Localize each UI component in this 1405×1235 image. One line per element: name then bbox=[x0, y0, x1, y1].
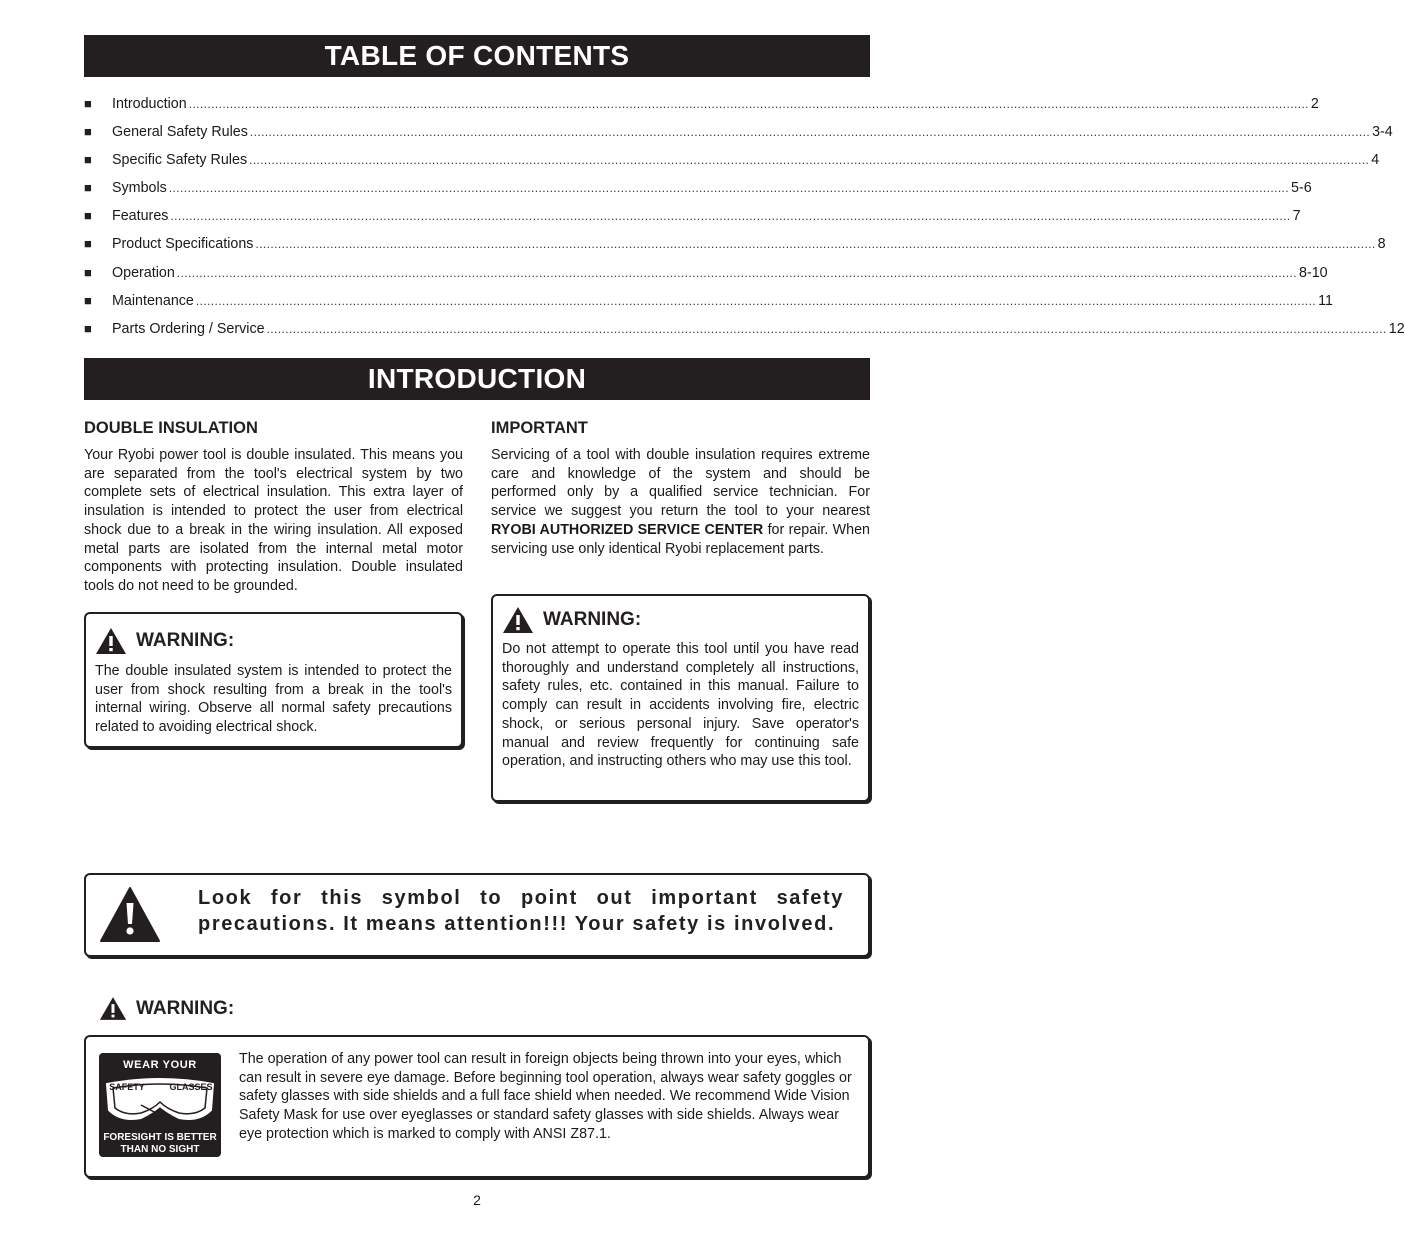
page-number: 2 bbox=[473, 1192, 481, 1208]
toc-entry-page: 2 bbox=[1310, 96, 1319, 112]
toc-list bbox=[84, 93, 1405, 346]
badge-bottom-text-2: THAN NO SIGHT bbox=[120, 1144, 200, 1155]
warning-triangle-icon bbox=[99, 996, 127, 1021]
bullet-square-icon: ■ bbox=[84, 208, 92, 224]
bullet-square-icon: ■ bbox=[84, 236, 92, 252]
warning-box-read-manual bbox=[491, 594, 870, 802]
toc-entry[interactable] bbox=[84, 318, 1405, 346]
important-text-part2: for repair. When servicing use only identical Ryobi replacement parts. bbox=[491, 521, 871, 557]
dot-leader: ............................................................................................................................................................................................................................................................................................................ bbox=[188, 97, 1309, 111]
toc-entry-title: Maintenance bbox=[112, 292, 194, 309]
badge-bottom-text-1: FORESIGHT IS BETTER bbox=[103, 1132, 217, 1143]
warning-box-double-insulation bbox=[84, 612, 463, 748]
toc-entry-page: 8 bbox=[1377, 236, 1386, 253]
warning-title bbox=[95, 627, 452, 655]
toc-entry[interactable] bbox=[84, 262, 1328, 290]
toc-entry[interactable] bbox=[84, 205, 1301, 233]
toc-entry-title: General Safety Rules bbox=[112, 124, 248, 141]
toc-entry-title: Features bbox=[112, 208, 169, 225]
bullet-square-icon: ■ bbox=[84, 152, 92, 168]
toc-entry[interactable] bbox=[84, 93, 1319, 121]
toc-entry[interactable] bbox=[84, 177, 1312, 205]
warning-title-text: WARNING: bbox=[136, 997, 235, 1019]
dot-leader: ............................................................................................................................................................................................................................................................................................................ bbox=[195, 293, 1317, 308]
badge-top-text: WEAR YOUR bbox=[123, 1059, 197, 1071]
double-insulation-text: Your Ryobi power tool is double insulated. This means you are separated from the tool's electrical system by two complete sets of electrical insulation. This extra layer of insulation is intended to protect the user from electrical shock due to a break in the wiring insulation. All exposed metal parts are isolated from the internal metal motor components with protecting insulation. Double insulated tools do not need to be grounded. bbox=[84, 447, 463, 594]
important-text bbox=[491, 446, 870, 558]
dot-leader: ............................................................................................................................................................................................................................................................................................................ bbox=[249, 153, 1370, 168]
bullet-square-icon: ■ bbox=[84, 96, 92, 111]
toc-entry-title: Symbols bbox=[112, 180, 167, 197]
double-insulation-heading: DOUBLE INSULATION bbox=[84, 419, 258, 437]
warning-triangle-icon bbox=[502, 606, 534, 634]
important-text-part1: Servicing of a tool with double insulation requires extreme care and knowledge of the system and should be performed only by a qualified service technician. For service we suggest you return the tool to your nearest bbox=[491, 447, 870, 520]
bullet-square-icon: ■ bbox=[84, 320, 92, 336]
toc-entry-page: 12 bbox=[1388, 320, 1405, 337]
toc-entry-page: 3-4 bbox=[1372, 124, 1393, 141]
badge-glasses-text: GLASSES bbox=[169, 1082, 213, 1092]
warning-title-text: WARNING: bbox=[136, 630, 235, 651]
eye-protection-box bbox=[84, 1035, 870, 1178]
badge-safety-text: SAFETY bbox=[109, 1082, 145, 1092]
toc-entry[interactable] bbox=[84, 233, 1386, 261]
safety-glasses-badge-icon bbox=[99, 1053, 221, 1157]
toc-entry-page: 11 bbox=[1318, 292, 1333, 309]
toc-entry-title: Parts Ordering / Service bbox=[112, 320, 265, 337]
toc-entry-title: Operation bbox=[112, 264, 175, 281]
bullet-square-icon: ■ bbox=[84, 124, 92, 140]
dot-leader: ............................................................................................................................................................................................................................................................................................................ bbox=[266, 321, 1387, 336]
dot-leader: ............................................................................................................................................................................................................................................................................................................ bbox=[168, 181, 1290, 196]
bullet-square-icon: ■ bbox=[84, 292, 92, 308]
intro-heading: INTRODUCTION bbox=[84, 358, 870, 400]
toc-heading: TABLE OF CONTENTS bbox=[84, 35, 870, 77]
dot-leader: ............................................................................................................................................................................................................................................................................................................ bbox=[170, 209, 1291, 224]
dot-leader: ............................................................................................................................................................................................................................................................................................................ bbox=[255, 237, 1376, 252]
dot-leader: ............................................................................................................................................................................................................................................................................................................ bbox=[176, 265, 1297, 280]
toc-entry[interactable] bbox=[84, 149, 1380, 177]
toc-entry-page: 8-10 bbox=[1299, 264, 1328, 281]
toc-entry[interactable] bbox=[84, 290, 1333, 318]
warning-title-text: WARNING: bbox=[543, 609, 642, 630]
toc-entry-page: 4 bbox=[1371, 152, 1380, 169]
dot-leader: ............................................................................................................................................................................................................................................................................................................ bbox=[249, 125, 1371, 140]
warning-triangle-icon bbox=[95, 627, 127, 655]
large-warning-triangle-icon bbox=[99, 886, 161, 943]
safety-symbol-notice bbox=[84, 873, 870, 957]
safety-symbol-notice-text: Look for this symbol to point out important safety precautions. It means attention!!! Your safety is involved. bbox=[198, 887, 844, 935]
toc-entry-title: Specific Safety Rules bbox=[112, 152, 248, 169]
toc-entry-page: 5-6 bbox=[1291, 180, 1312, 197]
service-center-name: RYOBI AUTHORIZED SERVICE CENTER bbox=[491, 521, 764, 538]
warning-text: Do not attempt to operate this tool until you have read thoroughly and understand completely all instructions, safety rules, etc. contained in this manual. Failure to comply can result in accidents involving fire, electric shock, or serious personal injury. Save operator's manual and review frequently for continuing safe operation, and instructing others who may use this tool. bbox=[502, 641, 859, 770]
toc-entry[interactable] bbox=[84, 121, 1393, 149]
eye-protection-text: The operation of any power tool can result in foreign objects being thrown into your eyes, which can result in severe eye damage. Before beginning tool operation, always wear safety goggles or safety glasses with side shields and a full face shield when needed. We recommend Wide Vision Safety Mask for use over eyeglasses or standard safety glasses with side shields. Always wear eye protection which is marked to comply with ANSI Z87.1. bbox=[239, 1051, 852, 1142]
warning-text: The double insulated system is intended to protect the user from shock resulting from a break in the tool's internal wiring. Observe all normal safety precautions related to avoiding electrical shock. bbox=[95, 663, 452, 736]
important-heading: IMPORTANT bbox=[491, 419, 588, 437]
warning-title bbox=[502, 606, 859, 634]
eye-warning-title bbox=[99, 996, 234, 1021]
bullet-square-icon: ■ bbox=[84, 264, 92, 280]
bullet-square-icon: ■ bbox=[84, 180, 92, 196]
toc-entry-title: Introduction bbox=[112, 96, 187, 112]
toc-entry-title: Product Specifications bbox=[112, 236, 254, 253]
toc-entry-page: 7 bbox=[1292, 208, 1301, 225]
